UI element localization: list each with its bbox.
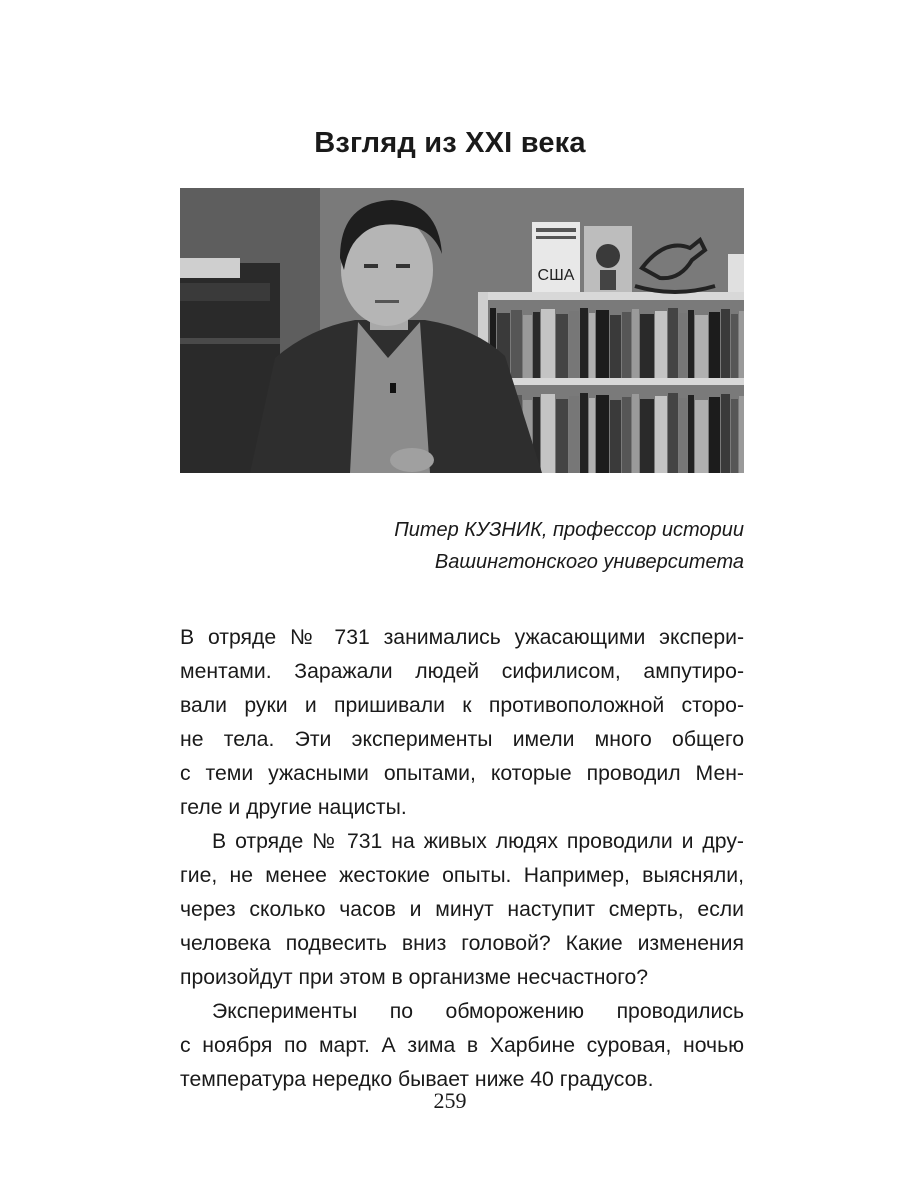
text-line: ментами. Заражали людей сифилисом, ампутиро- [180,660,744,683]
paragraph [180,621,744,825]
text-line: гие, не менее жестокие опыты. Например, выясняли, [180,864,744,887]
caption-name-line: Питер КУЗНИК, профессор истории [394,519,744,541]
text-line: Эксперименты по обморожению проводились [212,1000,744,1023]
photo-caption [394,514,744,578]
text-line: вали руки и пришивали к противоположной сторо- [180,694,744,717]
text-line: В отряде № 731 на живых людях проводили и дру- [212,830,744,853]
text-line: температура нередко бывает ниже 40 градусов. [180,1068,654,1091]
paragraph [180,995,744,1097]
page-number: 259 [433,1088,467,1113]
text-line: через сколько часов и минут наступит смерть, если [180,898,744,921]
book-cover-title: США [537,267,575,284]
text-line: произойдут при этом в организме несчастного? [180,966,649,989]
text-line: человека подвесить вниз головой? Какие изменения [180,932,744,955]
text-line: не тела. Эти эксперименты имели много общего [180,728,744,751]
page-title: Взгляд из XXI века [314,127,586,159]
interview-photo-illustration [180,188,744,473]
text-line: с ноября по март. А зима в Харбине суровая, ночью [180,1034,744,1057]
body-text [180,621,744,1097]
text-line: с теми ужасными опытами, которые проводил Мен- [180,762,744,785]
interview-photo [180,188,744,473]
text-line: В отряде № 731 занимались ужасающими экспери- [180,626,744,649]
text-line: геле и другие нацисты. [180,796,407,819]
paragraph [180,825,744,995]
caption-affiliation-line: Вашингтонского университета [434,551,744,573]
